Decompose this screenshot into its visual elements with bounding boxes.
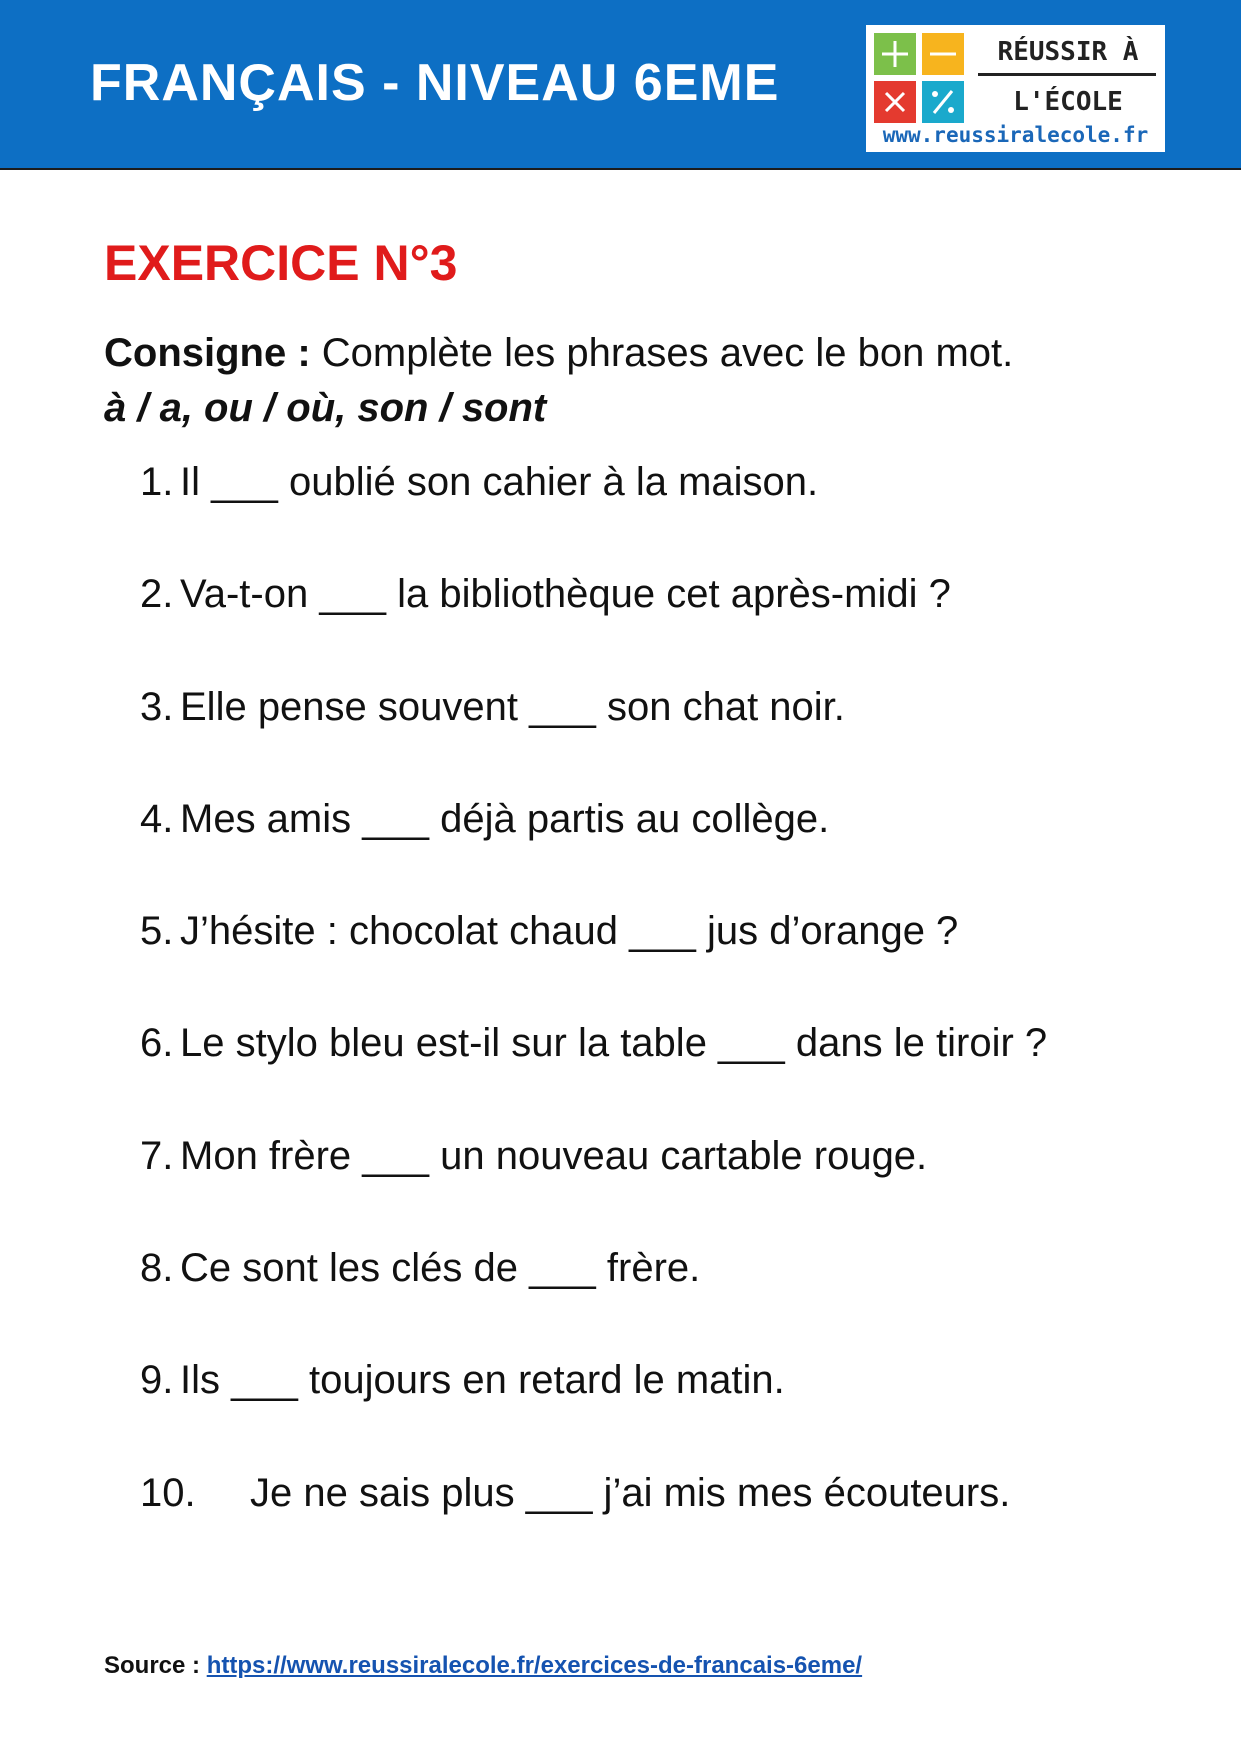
question-number: 10. (140, 1470, 196, 1515)
instruction (104, 331, 1013, 376)
times-icon (874, 81, 916, 123)
question-text: Je ne sais plus ___ j’ai mis mes écouteurs. (250, 1470, 1011, 1515)
source-label: Source : (104, 1652, 201, 1679)
question-item (140, 1469, 1047, 1581)
source-footer (104, 1652, 862, 1680)
question-number: 9. (140, 1358, 174, 1403)
logo-text-line1: RÉUSSIR À (997, 37, 1139, 67)
question-number: 2. (140, 572, 174, 617)
logo-divider (978, 73, 1156, 76)
question-item (140, 1356, 1047, 1468)
question-item (140, 1244, 1047, 1356)
question-item (140, 570, 1047, 682)
question-number: 3. (140, 684, 174, 729)
question-item (140, 458, 1047, 570)
question-text: Va-t-on ___ la bibliothèque cet après-midi ? (180, 572, 951, 617)
page-title: FRANÇAIS - NIVEAU 6EME (90, 54, 780, 112)
question-text: Ils ___ toujours en retard le matin. (180, 1358, 785, 1403)
question-item (140, 907, 1047, 1019)
question-text: Elle pense souvent ___ son chat noir. (180, 684, 845, 729)
question-text: Il ___ oublié son cahier à la maison. (180, 460, 819, 504)
question-item (140, 683, 1047, 795)
question-text: Mes amis ___ déjà partis au collège. (180, 796, 830, 841)
question-item (140, 1019, 1047, 1131)
question-list (140, 458, 1047, 1581)
percent-icon (922, 81, 964, 123)
question-number: 6. (140, 1021, 174, 1066)
question-number: 4. (140, 796, 174, 841)
logo-text-line2: L'ÉCOLE (1013, 87, 1123, 117)
question-number: 1. (140, 460, 174, 504)
question-text: Mon frère ___ un nouveau cartable rouge. (180, 1133, 928, 1178)
question-item (140, 1132, 1047, 1244)
plus-icon (874, 33, 916, 75)
question-number: 7. (140, 1133, 174, 1178)
word-choices: à / a, ou / où, son / sont (104, 386, 547, 430)
question-number: 8. (140, 1246, 174, 1291)
source-link[interactable]: https://www.reussiralecole.fr/exercices-de-francais-6eme/ (206, 1652, 863, 1679)
page-header (0, 0, 1241, 170)
logo-operators-grid (870, 29, 966, 125)
question-text: Le stylo bleu est-il sur la table ___ dans le tiroir ? (180, 1021, 1048, 1066)
site-logo (866, 25, 1165, 152)
logo-url: www.reussiralecole.fr (882, 123, 1149, 147)
question-text: J’hésite : chocolat chaud ___ jus d’orange ? (180, 909, 959, 954)
question-item (140, 795, 1047, 907)
instruction-text: Complète les phrases avec le bon mot. (310, 331, 1014, 375)
question-number: 5. (140, 909, 174, 954)
minus-icon (922, 33, 964, 75)
exercise-title: EXERCICE N°3 (104, 235, 458, 291)
question-text: Ce sont les clés de ___ frère. (180, 1246, 701, 1291)
instruction-label: Consigne : (104, 331, 311, 375)
